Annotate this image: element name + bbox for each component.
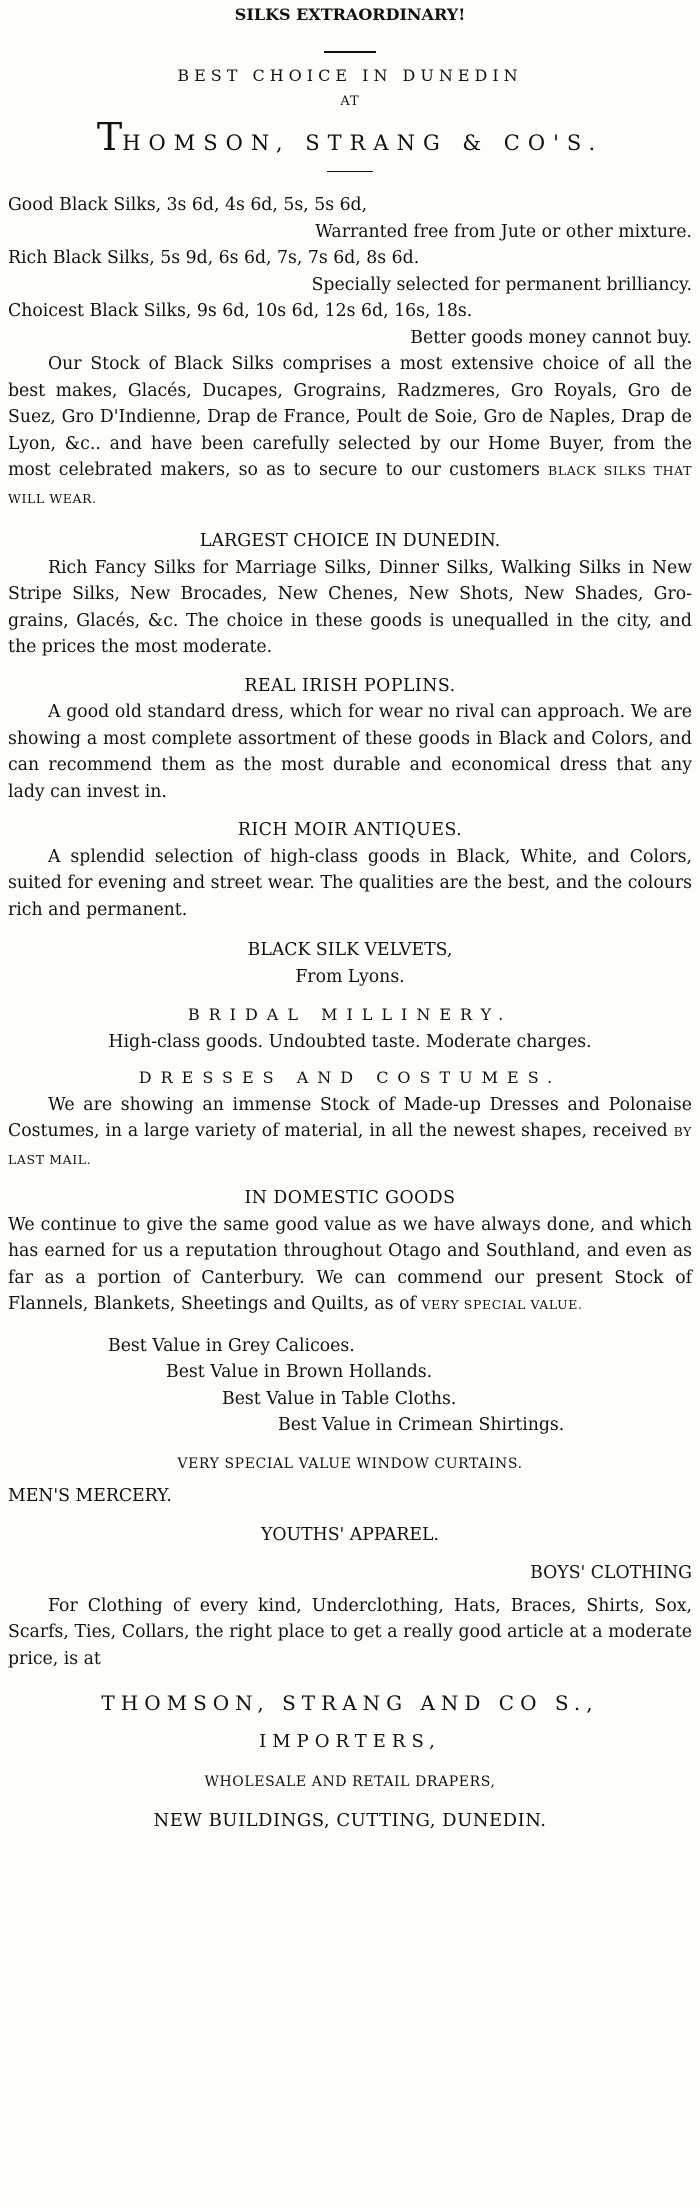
domestic-paragraph: We continue to give the same good value as we have always done, and which has earned for us a reputation throughout Otago and Southland, and even as far as a portion of Canterbury. We can commend our present Stock of Flannels, Blankets, Sheetings and Quilts, as of VERY SPECIAL VALUE. xyxy=(8,1214,692,1314)
price-line: Rich Black Silks, 5s 9d, 6s 6d, 7s, 7s 6d, 8s 6d. xyxy=(8,248,420,268)
footer-firm-name: THOMSON, STRANG AND CO S., xyxy=(101,1691,599,1715)
firm-name-rest: HOMSON, STRANG & CO'S. xyxy=(122,131,604,155)
best-value-list xyxy=(8,1333,692,1439)
best-choice-heading: BEST CHOICE IN DUNEDIN xyxy=(177,65,523,85)
clothing-paragraph: For Clothing of every kind, Underclothing, Hats, Braces, Shirts, Sox, Scarfs, Ties, Collars, the right place to get a really good article at a moderate price, is at xyxy=(8,1595,692,1669)
firm-name xyxy=(8,115,692,161)
price-note: Warranted free from Jute or other mixture. xyxy=(315,221,692,242)
footer-importers: IMPORTERS, xyxy=(259,1730,441,1752)
price-line: Good Black Silks, 3s 6d, 4s 6d, 5s, 5s 6d, xyxy=(8,195,368,215)
velvets-heading: BLACK SILK VELVETS, xyxy=(247,940,453,960)
best-value-item: Best Value in Table Cloths. xyxy=(222,1388,457,1409)
firm-drop-cap: T xyxy=(96,115,123,159)
price-note: Specially selected for permanent brilliancy. xyxy=(311,274,692,295)
dresses-heading: DRESSES AND COSTUMES. xyxy=(138,1068,562,1087)
velvets-sub: From Lyons. xyxy=(295,966,405,987)
poplins-heading: REAL IRISH POPLINS. xyxy=(244,675,456,696)
price-list xyxy=(8,192,692,351)
youths-apparel: YOUTHS' APPAREL. xyxy=(260,1524,440,1545)
best-value-item: Best Value in Brown Hollands. xyxy=(166,1362,433,1382)
domestic-heading: IN DOMESTIC GOODS xyxy=(244,1188,456,1208)
footer-address: NEW BUILDINGS, CUTTING, DUNEDIN. xyxy=(153,1809,547,1831)
mens-mercery: MEN'S MERCERY. xyxy=(8,1486,172,1506)
moir-paragraph: A splendid selection of high-class goods in Black, White, and Colors, suited for evening and street wear. The qualities are the best, and the colours rich and permanent. xyxy=(8,846,692,920)
millinery-sub: High-class goods. Undoubted taste. Moderate charges. xyxy=(108,1031,592,1052)
price-note: Better goods money cannot buy. xyxy=(410,327,692,348)
footer-drapers: WHOLESALE AND RETAIL DRAPERS, xyxy=(204,1774,496,1790)
top-title: SILKS EXTRAORDINARY! xyxy=(234,5,466,24)
boys-clothing: BOYS' CLOTHING xyxy=(530,1563,692,1583)
stock-paragraph: Our Stock of Black Silks comprises a most extensive choice of all the best makes, Glacés, Ducapes, Grograins, Radzmeres, Gro Royals, Gro de Suez, Gro D'Indienne, Drap de France, Poult de Soie, Gro de Naples, Drap de Lyon, &c.. and have been carefully selected by our Home Buyer, from the most celebrated makers, so as to secure to our customers BLACK SILKS THAT WILL WEAR. xyxy=(8,354,693,506)
largest-choice-heading: LARGEST CHOICE IN DUNEDIN. xyxy=(199,531,501,551)
price-line: Choicest Black Silks, 9s 6d, 10s 6d, 12s 6d, 16s, 18s. xyxy=(8,301,473,321)
millinery-heading: BRIDAL MILLINERY. xyxy=(187,1005,513,1024)
dresses-paragraph: We are showing an immense Stock of Made-up Dresses and Polonaise Costumes, in a large variety of material, in all the newest shapes, received BY LAST MAIL. xyxy=(8,1094,692,1167)
largest-choice-paragraph: Rich Fancy Silks for Marriage Silks, Dinner Silks, Walking Silks in New Stripe Silks, New Brocades, New Chenes, New Shots, New Shades, Gro-grains, Glacés, &c. The choice in these goods is unequalled in the city, and the prices the most moderate. xyxy=(8,557,692,657)
best-value-item: Best Value in Grey Calicoes. xyxy=(108,1335,355,1356)
moir-heading: RICH MOIR ANTIQUES. xyxy=(237,820,463,840)
poplins-paragraph: A good old standard dress, which for wear no rival can approach. We are showing a most complete assortment of these goods in Black and Colors, and can recommend them as the most durable and economical dress that any lady can invest in. xyxy=(8,702,692,802)
curtains-line: VERY SPECIAL VALUE WINDOW CURTAINS. xyxy=(177,1455,523,1472)
best-value-item: Best Value in Crimean Shirtings. xyxy=(278,1415,565,1435)
at-label: AT xyxy=(340,94,360,109)
